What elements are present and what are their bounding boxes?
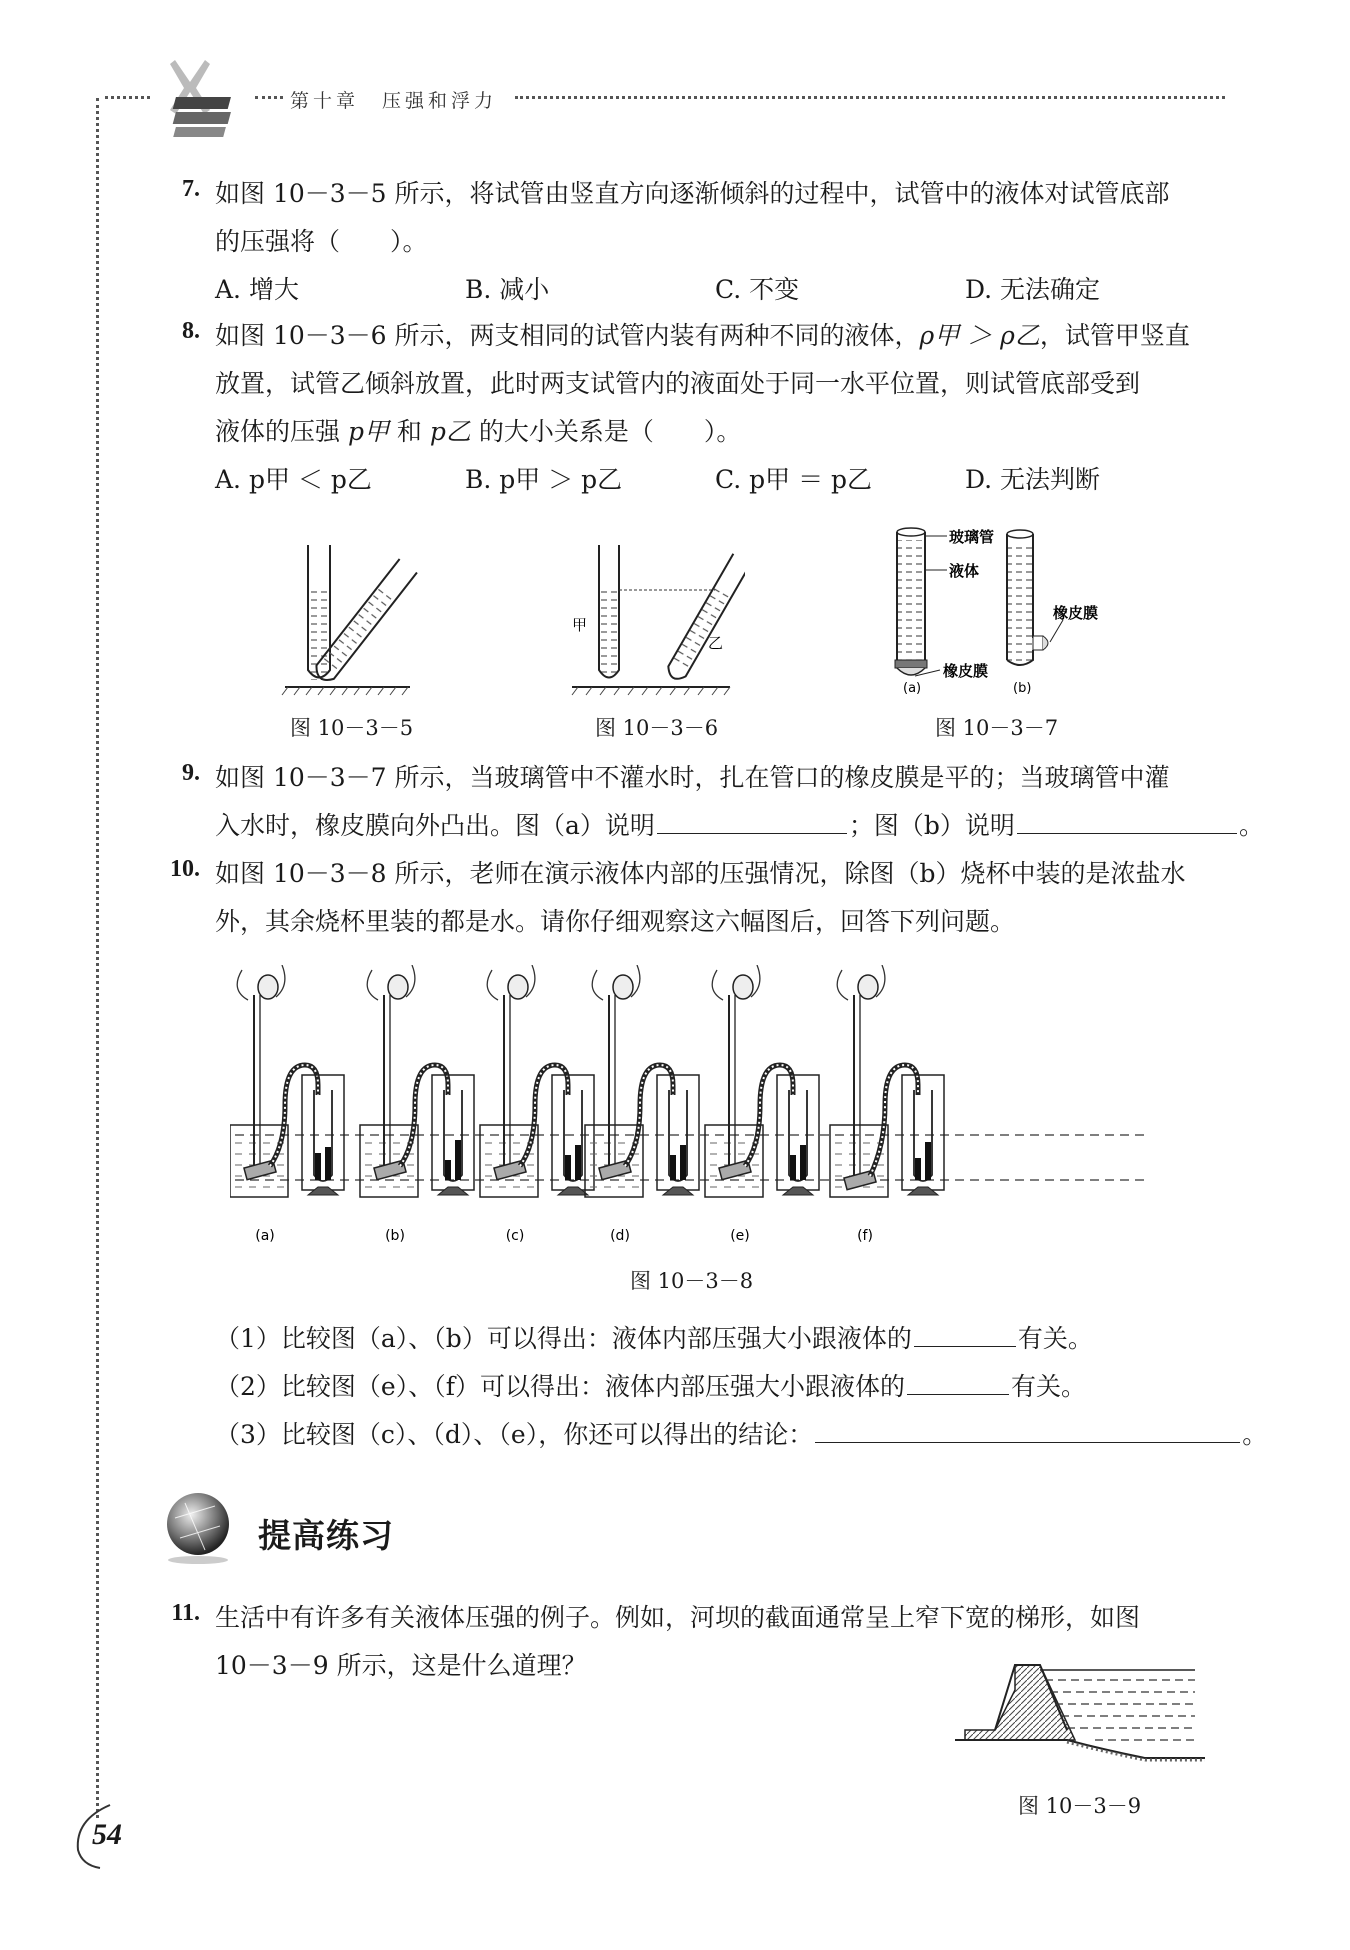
q8-line1 xyxy=(215,312,1275,360)
q11-number: 11. xyxy=(171,1600,200,1626)
q7-line2: 的压强将（ ）。 xyxy=(215,227,428,256)
chapter-logo xyxy=(150,52,260,142)
figure-10-3-5 xyxy=(280,540,430,700)
q8-option-c[interactable]: C. p甲 ＝ p乙 xyxy=(715,465,873,494)
figure-10-3-6 xyxy=(570,540,745,700)
q10-sub2-b: 有关。 xyxy=(1010,1372,1086,1401)
q9-line2 xyxy=(215,802,1275,850)
q10-sub3-b: 。 xyxy=(1242,1420,1268,1449)
caption-10-3-7: 图 10－3－7 xyxy=(935,716,1059,740)
q7-option-d[interactable]: D. 无法确定 xyxy=(965,275,1101,304)
q10-sub1-a: （1）比较图（a）、（b）可以得出：液体内部压强大小跟液体的 xyxy=(215,1324,912,1353)
q8-line1-a: 如图 10－3－6 所示，两支相同的试管内装有两种不同的液体， xyxy=(215,321,920,350)
globe-icon xyxy=(160,1488,240,1568)
q9-line2-c: 。 xyxy=(1238,811,1264,840)
q8-line3-c: 的大小关系是（ ）。 xyxy=(470,417,742,446)
q10-sub3-a: （3）比较图（c）、（d）、（e），你还可以得出的结论： xyxy=(215,1420,814,1449)
page-number: 54 xyxy=(92,1818,122,1851)
caption-10-3-6: 图 10－3－6 xyxy=(595,716,719,740)
q11-line2: 10－3－9 所示，这是什么道理？ xyxy=(215,1651,587,1680)
label-membrane-b: 橡皮膜 xyxy=(1053,604,1099,622)
q7-text xyxy=(215,170,1275,266)
apparatus-label: (f) xyxy=(857,1228,873,1244)
q10-line1: 如图 10－3－8 所示，老师在演示液体内部的压强情况，除图（b）烧杯中装的是浓盐水 xyxy=(215,859,1186,888)
q7-number: 7. xyxy=(182,176,200,202)
q8-line2: 放置，试管乙倾斜放置，此时两支试管内的液面处于同一水平位置，则试管底部受到 xyxy=(215,369,1141,398)
chapter-title: 第十章 压强和浮力 xyxy=(290,90,498,112)
label-membrane-a: 橡皮膜 xyxy=(943,662,989,680)
q8-options xyxy=(215,460,1215,500)
label-a: (a) xyxy=(903,681,922,695)
q7-option-b[interactable]: B. 减小 xyxy=(465,275,550,304)
apparatus-1 xyxy=(230,965,344,1244)
q7-line1: 如图 10－3－5 所示，将试管由竖直方向逐渐倾斜的过程中，试管中的液体对试管底部 xyxy=(215,179,1170,208)
apparatus-3 xyxy=(480,965,594,1244)
label-b: (b) xyxy=(1013,681,1032,695)
q8-option-b[interactable]: B. p甲 ＞ p乙 xyxy=(465,465,623,494)
section-title: 提高练习 xyxy=(258,1516,394,1555)
caption-10-3-9: 图 10－3－9 xyxy=(1018,1794,1142,1818)
apparatus-5 xyxy=(705,965,819,1244)
q7-option-a[interactable]: A. 增大 xyxy=(215,275,299,304)
caption-10-3-8: 图 10－3－8 xyxy=(630,1269,754,1293)
q10-blank-3[interactable] xyxy=(815,1416,1240,1443)
q10-blank-2[interactable] xyxy=(907,1368,1009,1395)
q9-blank-a[interactable] xyxy=(657,807,847,834)
q10-blank-1[interactable] xyxy=(914,1320,1016,1347)
q9-line2-b: ；图（b）说明 xyxy=(848,811,1015,840)
label-jia: 甲 xyxy=(572,616,588,634)
q10-sub3-line xyxy=(215,1411,1275,1459)
q8-p-jia: p甲 xyxy=(347,417,389,446)
label-glass-tube: 玻璃管 xyxy=(949,528,995,546)
q8-line1-b: ，试管甲竖直 xyxy=(1039,321,1190,350)
q8-text xyxy=(215,312,1275,456)
q10-sub3 xyxy=(215,1411,1275,1459)
header-rule-left xyxy=(105,96,150,99)
q7-option-c[interactable]: C. 不变 xyxy=(715,275,800,304)
q10-number: 10. xyxy=(170,856,200,882)
header-rule-right xyxy=(515,96,1225,99)
q10-sub1-line xyxy=(215,1315,1275,1363)
q8-option-d[interactable]: D. 无法判断 xyxy=(965,465,1101,494)
q10-sub1 xyxy=(215,1315,1275,1363)
apparatus-label: (a) xyxy=(255,1228,275,1244)
q9-blank-b[interactable] xyxy=(1017,807,1237,834)
apparatus-4 xyxy=(585,965,699,1244)
caption-10-3-5: 图 10－3－5 xyxy=(290,716,414,740)
figure-10-3-7 xyxy=(885,520,1125,695)
q9-line1: 如图 10－3－7 所示，当玻璃管中不灌水时，扎在管口的橡皮膜是平的；当玻璃管中灌 xyxy=(215,763,1170,792)
label-yi: 乙 xyxy=(708,634,724,652)
apparatus-label: (d) xyxy=(610,1228,630,1244)
q9-line2-a: 入水时，橡皮膜向外凸出。图（a）说明 xyxy=(215,811,655,840)
q10-sub1-b: 有关。 xyxy=(1017,1324,1093,1353)
apparatus-label: (e) xyxy=(730,1228,750,1244)
margin-rule xyxy=(96,98,99,1818)
apparatus-label: (b) xyxy=(385,1228,405,1244)
q8-p-yi: p乙 xyxy=(429,417,471,446)
apparatus-6 xyxy=(830,965,944,1244)
q10-text xyxy=(215,850,1275,946)
apparatus-label: (c) xyxy=(505,1228,525,1244)
q8-line3-b: 和 xyxy=(388,417,430,446)
q11-line1: 生活中有许多有关液体压强的例子。例如，河坝的截面通常呈上窄下宽的梯形，如图 xyxy=(215,1603,1141,1632)
q8-rho-compare: ρ甲 ＞ ρ乙 xyxy=(919,321,1040,350)
apparatus-2 xyxy=(360,965,474,1244)
figure-10-3-9 xyxy=(955,1650,1210,1765)
q8-number: 8. xyxy=(182,318,200,344)
q10-sub2-a: （2）比较图（e）、（f）可以得出：液体内部压强大小跟液体的 xyxy=(215,1372,905,1401)
q7-options xyxy=(215,270,1215,310)
label-liquid: 液体 xyxy=(949,562,980,580)
q10-sub2-line xyxy=(215,1363,1275,1411)
q10-line2: 外，其余烧杯里装的都是水。请你仔细观察这六幅图后，回答下列问题。 xyxy=(215,907,1016,936)
q9-text xyxy=(215,754,1275,850)
q8-line3 xyxy=(215,408,1275,456)
q9-number: 9. xyxy=(182,760,200,786)
q8-line3-a: 液体的压强 xyxy=(215,417,348,446)
header-rule-mid xyxy=(255,96,283,99)
figure-10-3-8 xyxy=(230,965,1150,1265)
q10-sub2 xyxy=(215,1363,1275,1411)
q8-option-a[interactable]: A. p甲 ＜ p乙 xyxy=(215,465,372,494)
